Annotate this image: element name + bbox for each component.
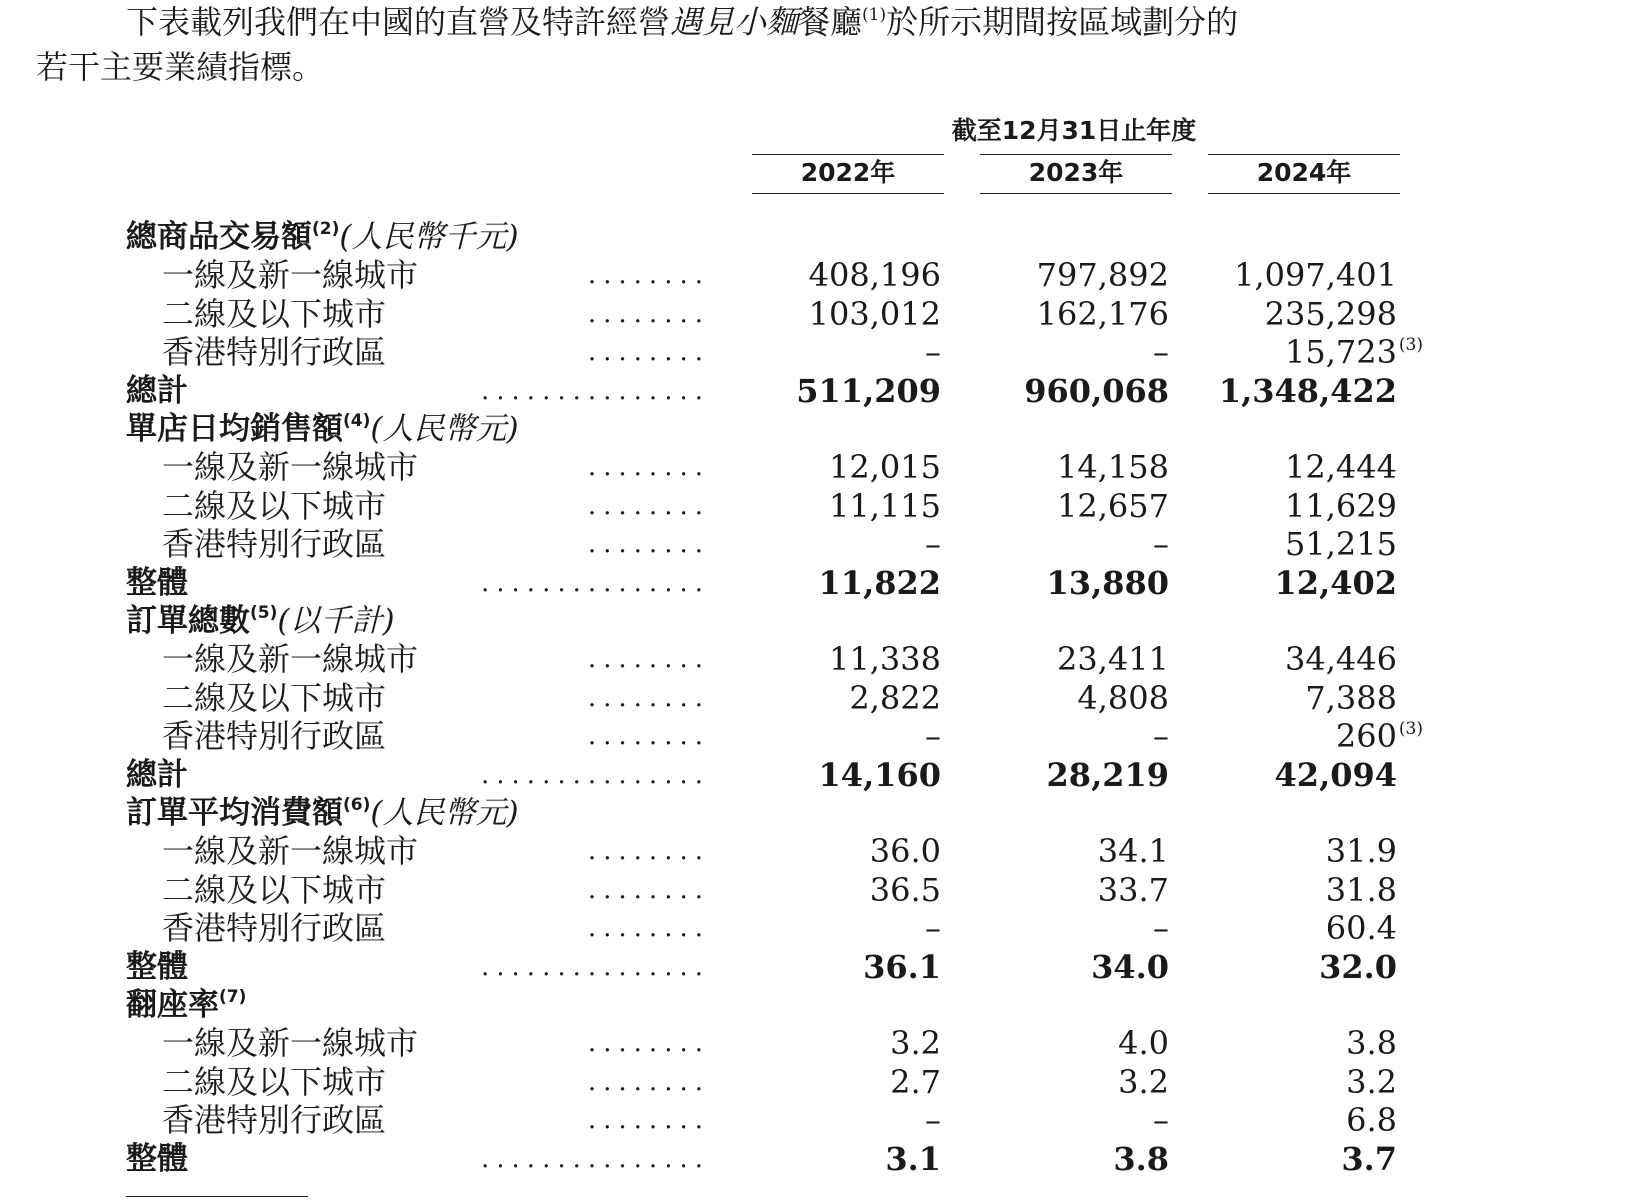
- row-label: [162, 871, 386, 909]
- row-label-text: 總計: [126, 372, 188, 409]
- value-cell: [1197, 525, 1397, 563]
- footnote-ref: (7): [219, 987, 247, 1007]
- value-cell: [1197, 487, 1397, 525]
- row-label-text: 一線及新一線城市: [162, 448, 419, 487]
- value-text: –: [925, 525, 941, 564]
- intro-line-1: [36, 0, 1456, 45]
- value-text: 28,219: [1046, 755, 1169, 794]
- total-row: [0, 564, 1640, 602]
- value-text: 2,822: [849, 678, 941, 717]
- value-cell: [1197, 909, 1397, 947]
- unit-label: (人民幣元): [370, 795, 519, 831]
- table-row: [0, 333, 1640, 371]
- value-cell: [741, 756, 941, 794]
- row-label-text: 一線及新一線城市: [162, 640, 419, 679]
- intro-paragraph: [36, 0, 1456, 90]
- value-cell: [1197, 1024, 1397, 1062]
- value-text: 11,338: [829, 640, 941, 679]
- value-text: 36.1: [863, 947, 941, 986]
- leader-dots: ...............: [481, 375, 710, 406]
- leader-dots: ........: [587, 721, 710, 752]
- footnote-ref: (1): [862, 5, 887, 25]
- leader-dots: ........: [587, 913, 710, 944]
- footnote-ref: (4): [343, 411, 371, 431]
- leader-dots: ........: [587, 682, 710, 713]
- value-cell: [741, 525, 941, 563]
- unit-label: (人民幣元): [370, 411, 519, 447]
- total-row: [0, 756, 1640, 794]
- value-text: 1,348,422: [1218, 371, 1397, 410]
- value-text: 12,015: [829, 448, 941, 487]
- row-label: [126, 372, 188, 410]
- row-label: [162, 1024, 418, 1062]
- value-cell: [969, 1140, 1169, 1178]
- value-cell: [741, 717, 941, 755]
- value-text: –: [1153, 333, 1169, 372]
- total-row: [0, 948, 1640, 986]
- value-cell: [969, 448, 1169, 486]
- leader-dots: ...............: [481, 759, 710, 790]
- value-cell: [969, 756, 1169, 794]
- value-cell: [1197, 756, 1397, 794]
- year-header-2022: 2022年: [752, 154, 944, 194]
- value-cell: [969, 717, 1169, 755]
- leader-dots: ........: [587, 1028, 710, 1059]
- row-label: [162, 679, 386, 717]
- leader-dots: ...............: [481, 1143, 710, 1174]
- row-label: [162, 1101, 386, 1139]
- value-text: 260: [1335, 717, 1397, 756]
- row-label-text: 二線及以下城市: [162, 678, 387, 717]
- row-label: [162, 295, 386, 333]
- value-text: 511,209: [796, 371, 941, 410]
- row-label-text: 訂單平均消費額: [126, 795, 343, 831]
- section-header-row: [0, 986, 1640, 1024]
- row-label: [162, 525, 386, 563]
- value-cell: [741, 487, 941, 525]
- value-cell: [741, 256, 941, 294]
- value-text: 13,880: [1046, 563, 1169, 602]
- intro-text: 於所示期間按區域劃分的: [886, 3, 1239, 41]
- value-cell: [969, 372, 1169, 410]
- value-cell: [969, 1063, 1169, 1101]
- value-cell: [969, 295, 1169, 333]
- value-text: 7,388: [1305, 678, 1397, 717]
- value-cell: [741, 564, 941, 602]
- leader-dots: ........: [587, 836, 710, 867]
- value-cell: [969, 640, 1169, 678]
- row-label: [162, 487, 386, 525]
- value-text: 960,068: [1024, 371, 1169, 410]
- value-cell: [741, 448, 941, 486]
- value-text: 11,115: [829, 486, 941, 525]
- value-cell: [741, 909, 941, 947]
- table-row: [0, 909, 1640, 947]
- value-text: –: [1153, 909, 1169, 948]
- value-cell: [1197, 372, 1397, 410]
- table-row: [0, 1024, 1640, 1062]
- value-cell: [741, 871, 941, 909]
- value-text: 51,215: [1285, 525, 1397, 564]
- value-text: 34.1: [1097, 832, 1169, 871]
- row-label: [126, 756, 188, 794]
- value-text: 3.7: [1341, 1139, 1397, 1178]
- table-row: [0, 717, 1640, 755]
- period-header: 截至12月31日止年度: [951, 116, 1197, 145]
- value-cell: [1197, 256, 1397, 294]
- value-text: 33.7: [1097, 870, 1169, 909]
- row-label: [126, 986, 246, 1024]
- leader-dots: ........: [587, 1105, 710, 1136]
- value-text: 2.7: [890, 1062, 941, 1101]
- value-text: 162,176: [1036, 294, 1169, 333]
- value-cell: [969, 333, 1169, 371]
- value-cell: [969, 871, 1169, 909]
- section-header-row: [0, 218, 1640, 256]
- row-label-text: 單店日均銷售額: [126, 411, 343, 447]
- value-text: 14,158: [1057, 448, 1169, 487]
- value-cell: [969, 1101, 1169, 1139]
- value-text: –: [1153, 525, 1169, 564]
- leader-dots: ........: [587, 337, 710, 368]
- row-label: [162, 640, 418, 678]
- value-text: 32.0: [1319, 947, 1397, 986]
- table-row: [0, 871, 1640, 909]
- section-header-row: [0, 410, 1640, 448]
- leader-dots: ........: [587, 1066, 710, 1097]
- row-label: [126, 794, 519, 832]
- value-text: 34.0: [1091, 947, 1169, 986]
- value-cell: [741, 1024, 941, 1062]
- row-label-text: 整體: [126, 564, 188, 601]
- value-text: 6.8: [1346, 1101, 1397, 1140]
- value-cell: [741, 1140, 941, 1178]
- row-label: [126, 1140, 188, 1178]
- value-text: 797,892: [1036, 256, 1169, 295]
- value-text: 3.8: [1113, 1139, 1169, 1178]
- row-label: [162, 256, 418, 294]
- value-cell: [741, 948, 941, 986]
- footnote-divider: [126, 1196, 308, 1197]
- unit-label: (以千計): [277, 603, 395, 639]
- table-row: [0, 256, 1640, 294]
- value-text: 3.1: [885, 1139, 941, 1178]
- leader-dots: ........: [587, 452, 710, 483]
- value-text: 4,808: [1077, 678, 1169, 717]
- row-label: [126, 410, 519, 448]
- value-text: 1,097,401: [1234, 256, 1397, 295]
- leader-dots: ...............: [481, 951, 710, 982]
- row-label-text: 整體: [126, 1140, 188, 1177]
- intro-text: 餐廳: [798, 3, 863, 41]
- value-cell: [969, 679, 1169, 717]
- value-cell: [1197, 333, 1423, 372]
- value-text: 23,411: [1057, 640, 1169, 679]
- section-header-row: [0, 794, 1640, 832]
- intro-line-2: 若干主要業績指標。: [36, 48, 325, 86]
- value-cell: [741, 832, 941, 870]
- value-cell: [1197, 1063, 1397, 1101]
- row-label-text: 二線及以下城市: [162, 486, 387, 525]
- value-cell: [969, 948, 1169, 986]
- value-text: 60.4: [1325, 909, 1397, 948]
- year-header-2023: 2023年: [980, 154, 1172, 194]
- row-label-text: 整體: [126, 948, 188, 985]
- value-text: –: [925, 333, 941, 372]
- row-label-text: 二線及以下城市: [162, 1062, 387, 1101]
- year-header-2024: 2024年: [1208, 154, 1400, 194]
- value-cell: [741, 333, 941, 371]
- value-cell: [1197, 871, 1397, 909]
- row-label: [126, 564, 188, 602]
- value-text: 4.0: [1118, 1024, 1169, 1063]
- value-cell: [969, 487, 1169, 525]
- row-label-text: 二線及以下城市: [162, 870, 387, 909]
- row-label: [162, 333, 386, 371]
- value-text: 235,298: [1264, 294, 1397, 333]
- value-text: –: [925, 1101, 941, 1140]
- value-text: –: [925, 909, 941, 948]
- table-row: [0, 487, 1640, 525]
- value-cell: [1197, 679, 1397, 717]
- footnote-ref: (3): [1398, 719, 1423, 740]
- row-label: [162, 1063, 386, 1101]
- value-text: 11,629: [1285, 486, 1397, 525]
- value-cell: [1197, 832, 1397, 870]
- row-label-text: 一線及新一線城市: [162, 256, 419, 295]
- footnote-ref: (2): [312, 219, 340, 239]
- row-label: [162, 448, 418, 486]
- table-row: [0, 295, 1640, 333]
- row-label-text: 訂單總數: [126, 603, 250, 639]
- value-cell: [741, 1063, 941, 1101]
- row-label-text: 總商品交易額: [126, 219, 312, 255]
- section-header-row: [0, 602, 1640, 640]
- leader-dots: ........: [587, 298, 710, 329]
- row-label-text: 一線及新一線城市: [162, 832, 419, 871]
- row-label: [126, 948, 188, 986]
- value-cell: [969, 1024, 1169, 1062]
- value-text: 14,160: [818, 755, 941, 794]
- value-text: 31.9: [1325, 832, 1397, 871]
- row-label: [126, 218, 519, 256]
- value-text: 3.8: [1346, 1024, 1397, 1063]
- table-row: [0, 832, 1640, 870]
- table-row: [0, 679, 1640, 717]
- value-cell: [1197, 717, 1423, 756]
- row-label: [126, 602, 395, 640]
- table-row: [0, 448, 1640, 486]
- value-cell: [741, 295, 941, 333]
- row-label: [162, 909, 386, 947]
- row-label: [162, 717, 386, 755]
- value-cell: [969, 909, 1169, 947]
- table-row: [0, 1101, 1640, 1139]
- leader-dots: ...............: [481, 567, 710, 598]
- leader-dots: ........: [587, 490, 710, 521]
- value-cell: [741, 372, 941, 410]
- value-text: 408,196: [808, 256, 941, 295]
- brand-name: 遇見小麵: [670, 3, 799, 41]
- table-row: [0, 525, 1640, 563]
- value-cell: [969, 832, 1169, 870]
- intro-text: 下表載列我們在中國的直營及特許經營: [126, 3, 671, 41]
- footnote-ref: (5): [250, 603, 278, 623]
- value-text: 3.2: [890, 1024, 941, 1063]
- table-row: [0, 640, 1640, 678]
- row-label-text: 香港特別行政區: [162, 1101, 387, 1140]
- value-cell: [1197, 1140, 1397, 1178]
- value-cell: [969, 525, 1169, 563]
- row-label-text: 香港特別行政區: [162, 909, 387, 948]
- value-cell: [1197, 1101, 1397, 1139]
- value-cell: [1197, 448, 1397, 486]
- value-text: –: [925, 717, 941, 756]
- footnote-ref: (3): [1398, 335, 1423, 356]
- row-label-text: 一線及新一線城市: [162, 1024, 419, 1063]
- unit-label: (人民幣千元): [339, 219, 519, 255]
- value-text: 36.5: [869, 870, 941, 909]
- value-text: 34,446: [1285, 640, 1397, 679]
- leader-dots: ........: [587, 644, 710, 675]
- value-cell: [969, 564, 1169, 602]
- row-label-text: 香港特別行政區: [162, 717, 387, 756]
- leader-dots: ........: [587, 874, 710, 905]
- row-label-text: 香港特別行政區: [162, 333, 387, 372]
- value-cell: [1197, 295, 1397, 333]
- leader-dots: ........: [587, 529, 710, 560]
- value-text: 3.2: [1346, 1062, 1397, 1101]
- value-text: 12,402: [1274, 563, 1397, 602]
- value-text: 12,444: [1285, 448, 1397, 487]
- value-cell: [969, 256, 1169, 294]
- value-text: 42,094: [1274, 755, 1397, 794]
- footnote-ref: (6): [343, 795, 371, 815]
- value-cell: [741, 640, 941, 678]
- value-cell: [1197, 948, 1397, 986]
- value-text: –: [1153, 1101, 1169, 1140]
- value-text: 103,012: [808, 294, 941, 333]
- row-label-text: 二線及以下城市: [162, 294, 387, 333]
- row-label-text: 香港特別行政區: [162, 525, 387, 564]
- total-row: [0, 1140, 1640, 1178]
- total-row: [0, 372, 1640, 410]
- value-text: 15,723: [1285, 333, 1397, 372]
- leader-dots: ........: [587, 260, 710, 291]
- row-label-text: 翻座率: [126, 987, 219, 1023]
- value-cell: [1197, 564, 1397, 602]
- row-label: [162, 832, 418, 870]
- value-text: 11,822: [818, 563, 941, 602]
- value-cell: [741, 679, 941, 717]
- value-text: 3.2: [1118, 1062, 1169, 1101]
- value-cell: [1197, 640, 1397, 678]
- table-row: [0, 1063, 1640, 1101]
- value-text: 12,657: [1057, 486, 1169, 525]
- value-text: –: [1153, 717, 1169, 756]
- row-label-text: 總計: [126, 756, 188, 793]
- value-cell: [741, 1101, 941, 1139]
- value-text: 36.0: [869, 832, 941, 871]
- value-text: 31.8: [1325, 870, 1397, 909]
